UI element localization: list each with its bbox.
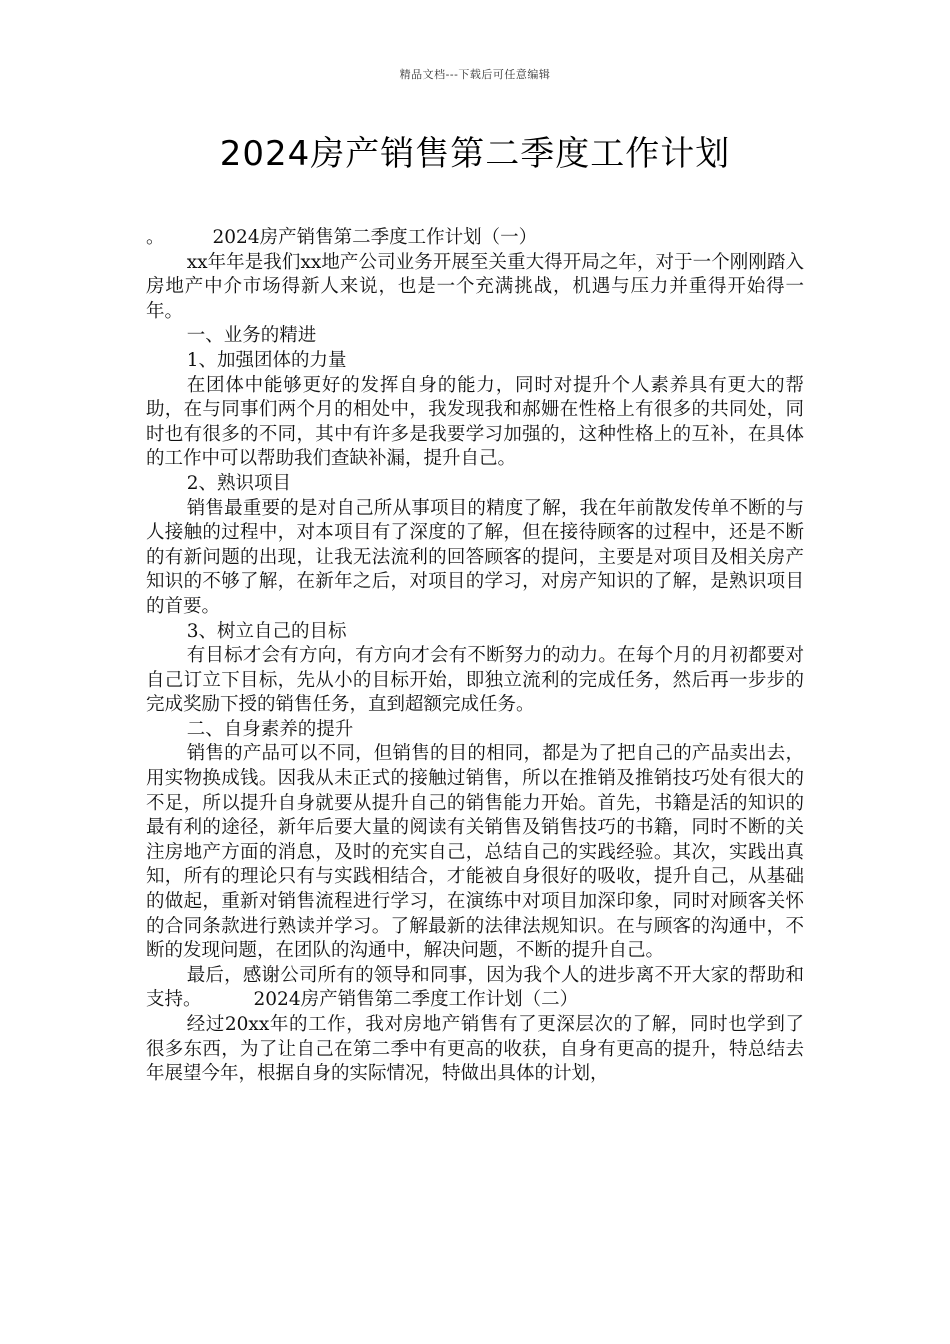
subheading-team: 1、加强团体的力量 <box>186 349 347 371</box>
leading-mark: 。 <box>146 227 165 248</box>
section-title-part-one: 2024房产销售第二季度工作计划（一） <box>212 227 538 248</box>
paragraph: 销售最重要的是对自己所从事项目的精度了解，我在年前散发传单不断的与人接触的过程中，对本项目有了深度的了解，但在接待顾客的过程中，还是不断的有新问题的出现，让我无法流利的回答顾客的提问，主要是对项目及相关房产知识的不够了解，在新年之后，对项目的学习，对房产知识的了解，是熟识项目的首要。 <box>146 497 804 617</box>
paragraph-closing <box>146 964 804 1013</box>
section-title-part-two: 2024房产销售第二季度工作计划（二） <box>253 989 579 1011</box>
paragraph: xx年年是我们xx地产公司业务开展至关重大得开局之年，对于一个刚刚踏入房地产中介市场得新人来说，也是一个充满挑战，机遇与压力并重得开始得一年。 <box>146 251 804 322</box>
header-note: 精品文档---下载后可任意编辑 <box>399 68 551 81</box>
document-body <box>146 226 804 1087</box>
paragraph: 在团体中能够更好的发挥自身的能力，同时对提升个人素养具有更大的帮助，在与同事们两个月的相处中，我发现我和郝姗在性格上有很多的共同处，同时也有很多的不同，其中有许多是我要学习加强的，这种性格上的互补，在具体的工作中可以帮助我们查缺补漏，提升自己。 <box>146 374 804 470</box>
closing-text: 最后，感谢公司所有的领导和同事，因为我个人的进步离不开大家的帮助和支持。 <box>146 964 804 1011</box>
heading-business: 一、业务的精进 <box>186 325 317 347</box>
document-title: 2024房产销售第二季度工作计划 <box>219 134 731 174</box>
paragraph: 有目标才会有方向，有方向才会有不断努力的动力。在每个月的月初都要对自己订立下目标，先从小的目标开始，即独立流利的完成任务，然后再一步步的完成奖励下授的销售任务，直到超额完成任务。 <box>146 645 804 716</box>
paragraph: 销售的产品可以不同，但销售的目的相同，都是为了把自己的产品卖出去，用实物换成钱。因我从未正式的接触过销售，所以在推销及推销技巧处有很大的不足，所以提升自身就要从提升自己的销售能力开始。首先，书籍是活的知识的最有利的途径，新年后要大量的阅读有关销售及销售技巧的书籍，同时不断的关注房地产方面的消息，及时的充实自己，总结自己的实践经验。其次，实践出真知，所有的理论只有与实践相结合，才能被自身很好的吸收，提升自己，从基础的做起，重新对销售流程进行学习，在演练中对项目加深印象，同时对顾客关怀的合同条款进行熟读并学习。了解最新的法律法规知识。在与顾客的沟通中，不断的发现问题，在团队的沟通中，解决问题，不断的提升自己。 <box>146 743 804 962</box>
paragraph: 经过20xx年的工作，我对房地产销售有了更深层次的了解，同时也学到了很多东西，为了让自己在第二季中有更高的收获，自身有更高的提升，特总结去年展望今年，根据自身的实际情况，特做出具体的计划， <box>146 1014 804 1085</box>
paragraph-intro-line <box>146 226 804 251</box>
heading-self-improvement: 二、自身素养的提升 <box>186 718 354 740</box>
subheading-goal: 3、树立自己的目标 <box>186 620 347 642</box>
subheading-project: 2、熟识项目 <box>186 472 291 494</box>
